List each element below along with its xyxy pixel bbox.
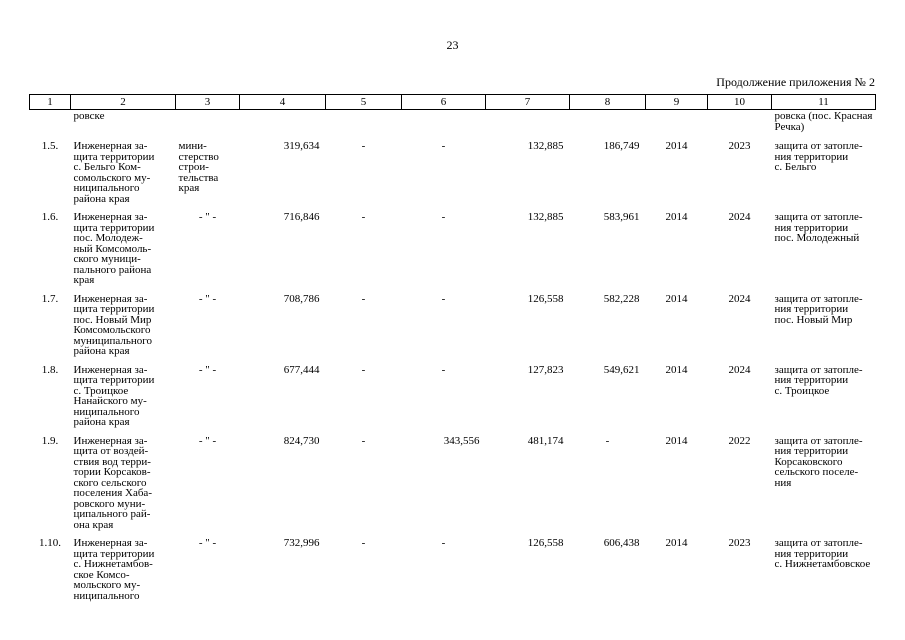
table-row [30, 291, 876, 362]
row-name: Инженерная за- щита территории с. Троицкое Нанайского му- ниципального района края [73, 363, 155, 428]
row-col6: - [441, 537, 446, 549]
column-header: 2 [71, 95, 176, 110]
row-executor: мини- стерство строи- тельства края [178, 140, 219, 194]
row-end-year: 2022 [728, 434, 751, 447]
row-number: 1.7. [41, 292, 59, 305]
row-col6: 343,556 [443, 434, 480, 447]
row-result: защита от затопле- ния территории с. Троицкое [774, 363, 863, 397]
row-total: 732,996 [283, 537, 320, 549]
row-result: защита от затопле- ния территории с. Бельго [774, 140, 863, 173]
row-executor: - " - [198, 434, 217, 447]
row-total: 716,846 [283, 211, 320, 223]
row-start-year: 2014 [665, 434, 688, 447]
row-col8: 186,749 [603, 140, 640, 152]
column-header: 6 [402, 95, 486, 110]
program-table [29, 94, 876, 606]
row-result: защита от затопле- ния территории пос. Молодежный [774, 211, 863, 244]
row-col8: 549,621 [603, 363, 640, 376]
row-start-year: 2014 [665, 363, 688, 376]
row-col7: 126,558 [527, 292, 564, 305]
column-header: 9 [646, 95, 708, 110]
row-total: 319,634 [283, 140, 320, 152]
continuation-row [30, 110, 876, 139]
column-header: 7 [486, 95, 570, 110]
row-name: Инженерная за- щита территории пос. Молодеж- ный Комсомоль- ского муници- пального района края [73, 211, 155, 286]
row-end-year: 2024 [728, 292, 751, 305]
row-start-year: 2014 [665, 140, 688, 152]
row-total: 677,444 [283, 363, 320, 376]
row-col5: - [361, 537, 366, 549]
header-row [30, 95, 876, 110]
row-executor: - " - [198, 292, 217, 305]
appendix-caption: Продолжение приложения № 2 [716, 75, 875, 89]
row-col6: - [441, 140, 446, 152]
row-col6: - [441, 292, 446, 305]
row-number: 1.5. [41, 140, 59, 152]
row-number: 1.9. [41, 434, 59, 447]
row-executor: - " - [198, 211, 217, 223]
row-col7: 127,823 [527, 363, 564, 376]
row-number: 1.8. [41, 363, 59, 376]
row-start-year: 2014 [665, 292, 688, 305]
row-col7: 126,558 [527, 537, 564, 549]
row-total: 708,786 [283, 292, 320, 305]
row-col5: - [361, 363, 366, 376]
row-col5: - [361, 434, 366, 447]
row-col5: - [361, 292, 366, 305]
table-row [30, 433, 876, 536]
column-header: 11 [772, 95, 876, 110]
row-end-year: 2023 [728, 140, 751, 152]
row-total: 824,730 [283, 434, 320, 447]
table-row [30, 535, 876, 606]
column-header: 1 [30, 95, 71, 110]
column-header: 3 [176, 95, 240, 110]
row-col8: 583,961 [603, 211, 640, 223]
row-col8: - [605, 434, 610, 447]
row-col7: 132,885 [527, 140, 564, 152]
row-col8: 606,438 [603, 537, 640, 549]
row-col5: - [361, 211, 366, 223]
row-name: Инженерная за- щита от воздей- ствия вод терри- тории Корсаков- ского сельского поселения Хаба- ровского муни- ципального рай- она края [73, 434, 152, 531]
row-col6: - [441, 363, 446, 376]
column-header: 8 [570, 95, 646, 110]
row-end-year: 2024 [728, 211, 751, 223]
row-end-year: 2024 [728, 363, 751, 376]
column-header: 5 [326, 95, 402, 110]
page-number: 23 [446, 38, 459, 52]
row-number: 1.10. [39, 537, 61, 549]
row-col7: 132,885 [527, 211, 564, 223]
row-result: защита от затопле- ния территории пос. Новый Мир [774, 292, 863, 326]
row-start-year: 2014 [665, 211, 688, 223]
column-header: 4 [240, 95, 326, 110]
table-row [30, 209, 876, 291]
table-row [30, 138, 876, 209]
row-end-year: 2023 [728, 537, 751, 549]
row-start-year: 2014 [665, 537, 688, 549]
row-result: защита от затопле- ния территории Корсаковского сельского поселе- ния [774, 434, 863, 489]
row-name: Инженерная за- щита территории с. Нижнетамбов- ское Комсо- мольского му- ниципального [73, 537, 155, 602]
row-executor: - " - [198, 363, 217, 376]
column-header: 10 [708, 95, 772, 110]
continuation-name: ровске [73, 110, 105, 122]
row-col5: - [361, 140, 366, 152]
row-col6: - [441, 211, 446, 223]
row-name: Инженерная за- щита территории с. Бельго Ком- сомольского му- ниципального района края [73, 140, 155, 205]
row-col8: 582,228 [603, 292, 640, 305]
row-col7: 481,174 [527, 434, 564, 447]
row-number: 1.6. [41, 211, 59, 223]
table-row [30, 362, 876, 433]
row-result: защита от затопле- ния территории с. Нижнетамбовское [774, 537, 871, 570]
row-executor: - " - [198, 537, 217, 549]
row-name: Инженерная за- щита территории пос. Новый Мир Комсомольского муниципального района края [73, 292, 155, 357]
continuation-note: ровска (пос. Красная Речка) [774, 110, 873, 133]
